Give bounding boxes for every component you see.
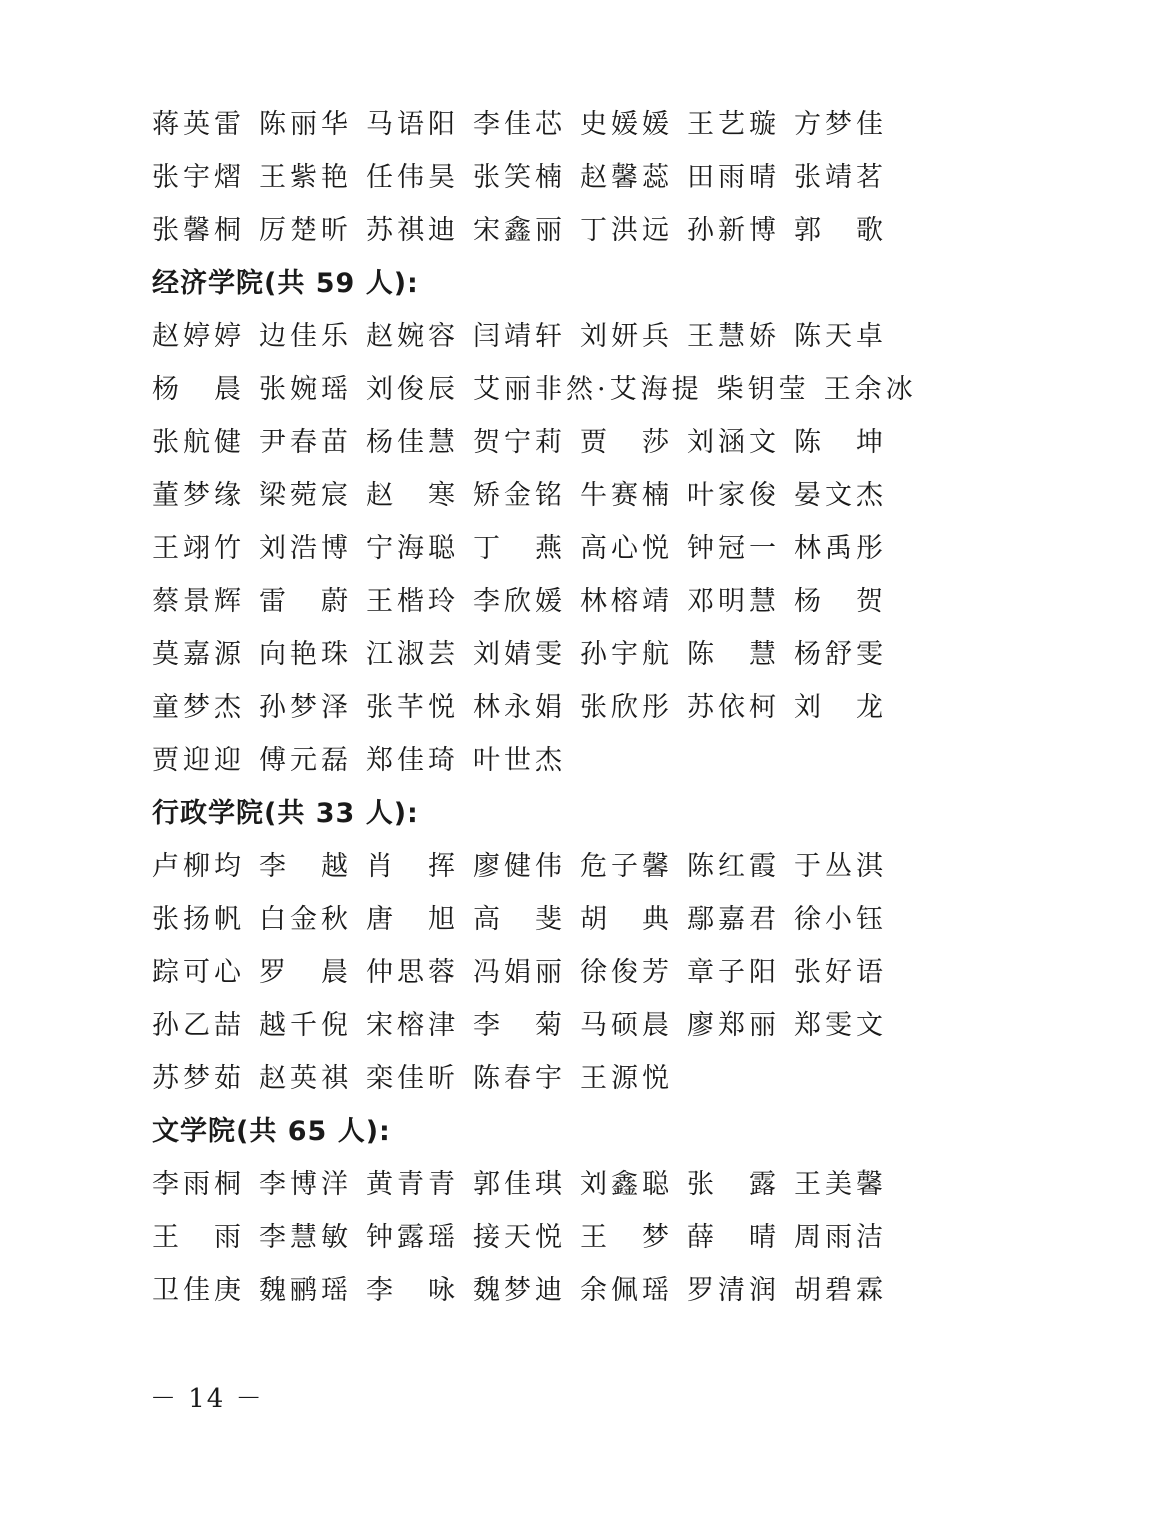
student-name: 危子馨	[580, 851, 673, 882]
student-name: 董梦缘	[152, 480, 245, 511]
student-name: 马语阳	[366, 109, 459, 140]
student-name: 栾佳昕	[366, 1063, 459, 1094]
name-row	[152, 204, 952, 257]
student-name: 杨佳慧	[366, 427, 459, 458]
student-name: 苏祺迪	[366, 215, 459, 246]
name-row	[152, 1158, 952, 1211]
student-name: 刘涵文	[687, 427, 780, 458]
student-name: 张馨桐	[152, 215, 245, 246]
student-name: 王艺璇	[687, 109, 780, 140]
student-name: 唐 旭	[366, 904, 459, 935]
student-name: 徐俊芳	[580, 957, 673, 988]
student-name: 章子阳	[687, 957, 780, 988]
student-name: 刘浩博	[259, 533, 352, 564]
student-name: 肖 挥	[366, 851, 459, 882]
student-name: 王 梦	[580, 1222, 673, 1253]
student-name: 鄢嘉君	[687, 904, 780, 935]
student-name: 宋榕津	[366, 1010, 459, 1041]
student-name: 廖健伟	[473, 851, 566, 882]
section-heading: 文学院(共 65 人):	[152, 1116, 391, 1147]
student-name: 贾迎迎	[152, 745, 245, 776]
student-name: 贺宁莉	[473, 427, 566, 458]
student-name: 宁海聪	[366, 533, 459, 564]
student-name: 孙乙喆	[152, 1010, 245, 1041]
student-name: 方梦佳	[794, 109, 887, 140]
name-row	[152, 522, 952, 575]
student-name: 厉楚昕	[259, 215, 352, 246]
name-row	[152, 1211, 952, 1264]
student-name: 卢柳均	[152, 851, 245, 882]
student-name: 杨 晨	[152, 374, 245, 405]
student-name: 孙宇航	[580, 639, 673, 670]
student-name: 李欣媛	[473, 586, 566, 617]
student-name: 艾丽非然·艾海提	[473, 374, 703, 405]
student-name: 刘妍兵	[580, 321, 673, 352]
student-name: 高 斐	[473, 904, 566, 935]
student-name: 越千倪	[259, 1010, 352, 1041]
student-name: 孙梦泽	[259, 692, 352, 723]
page-number: － 14 －	[150, 1384, 264, 1414]
student-name: 薛 晴	[687, 1222, 780, 1253]
student-name: 张扬帆	[152, 904, 245, 935]
student-name: 向艳珠	[259, 639, 352, 670]
student-name: 贾 莎	[580, 427, 673, 458]
name-row	[152, 1052, 952, 1105]
student-name: 郭 歌	[794, 215, 887, 246]
student-name: 王翊竹	[152, 533, 245, 564]
student-name: 丁洪远	[580, 215, 673, 246]
student-name: 王慧娇	[687, 321, 780, 352]
student-name: 廖郑丽	[687, 1010, 780, 1041]
name-row	[152, 840, 952, 893]
student-name: 蔡景辉	[152, 586, 245, 617]
student-name: 魏鹂瑶	[259, 1275, 352, 1306]
student-name: 赵英祺	[259, 1063, 352, 1094]
student-name: 雷 蔚	[259, 586, 352, 617]
student-name: 张婉瑶	[259, 374, 352, 405]
student-name: 边佳乐	[259, 321, 352, 352]
student-name: 苏依柯	[687, 692, 780, 723]
student-name: 邓明慧	[687, 586, 780, 617]
student-name: 罗清润	[687, 1275, 780, 1306]
student-name: 陈 慧	[687, 639, 780, 670]
student-name: 李 咏	[366, 1275, 459, 1306]
student-name: 白金秋	[259, 904, 352, 935]
student-name: 黄青青	[366, 1169, 459, 1200]
student-name: 叶家俊	[687, 480, 780, 511]
student-name: 张靖茗	[794, 162, 887, 193]
student-name: 陈天卓	[794, 321, 887, 352]
student-name: 于丛淇	[794, 851, 887, 882]
student-name: 张航健	[152, 427, 245, 458]
student-name: 王源悦	[580, 1063, 673, 1094]
student-name: 柴钥莹	[716, 374, 810, 405]
student-name: 张欣彤	[580, 692, 673, 723]
student-name: 田雨晴	[687, 162, 780, 193]
name-row	[152, 946, 952, 999]
student-name: 王余冰	[823, 374, 917, 405]
student-name: 李慧敏	[259, 1222, 352, 1253]
student-name: 踪可心	[152, 957, 245, 988]
name-row	[152, 575, 952, 628]
name-row	[152, 893, 952, 946]
student-name: 陈春宇	[473, 1063, 566, 1094]
student-name: 余佩瑶	[580, 1275, 673, 1306]
student-name: 林永娟	[473, 692, 566, 723]
name-row	[152, 1264, 952, 1317]
student-name: 莫嘉源	[152, 639, 245, 670]
student-name: 张好语	[794, 957, 887, 988]
student-name: 晏文杰	[794, 480, 887, 511]
student-name: 高心悦	[580, 533, 673, 564]
student-name: 徐小钰	[794, 904, 887, 935]
student-name: 接天悦	[473, 1222, 566, 1253]
student-name: 王紫艳	[259, 162, 352, 193]
student-name: 闫靖轩	[473, 321, 566, 352]
student-name: 王楷玲	[366, 586, 459, 617]
student-name: 童梦杰	[152, 692, 245, 723]
student-name: 矫金铭	[473, 480, 566, 511]
name-row	[152, 98, 952, 151]
student-name: 魏梦迪	[473, 1275, 566, 1306]
student-name: 孙新博	[687, 215, 780, 246]
student-name: 郑雯文	[794, 1010, 887, 1041]
student-name: 周雨洁	[794, 1222, 887, 1253]
student-name: 杨 贺	[794, 586, 887, 617]
student-name: 蒋英雷	[152, 109, 245, 140]
student-name: 张 露	[687, 1169, 780, 1200]
name-row	[152, 681, 952, 734]
name-row	[152, 469, 952, 522]
student-name: 林禹彤	[794, 533, 887, 564]
student-name: 杨舒雯	[794, 639, 887, 670]
student-name: 尹春苗	[259, 427, 352, 458]
name-row	[152, 151, 952, 204]
student-name: 梁菀宸	[259, 480, 352, 511]
student-name: 李 越	[259, 851, 352, 882]
student-name: 任伟昊	[366, 162, 459, 193]
name-row	[152, 734, 952, 787]
student-name: 陈丽华	[259, 109, 352, 140]
student-name: 钟冠一	[687, 533, 780, 564]
student-name: 陈红霞	[687, 851, 780, 882]
student-name: 傅元磊	[259, 745, 352, 776]
student-name: 刘鑫聪	[580, 1169, 673, 1200]
name-row	[152, 363, 952, 416]
student-name: 刘婧雯	[473, 639, 566, 670]
name-row	[152, 999, 952, 1052]
student-name: 李 菊	[473, 1010, 566, 1041]
student-name: 江淑芸	[366, 639, 459, 670]
student-name: 史媛媛	[580, 109, 673, 140]
student-name: 陈 坤	[794, 427, 887, 458]
student-name: 罗 晨	[259, 957, 352, 988]
student-name: 张芊悦	[366, 692, 459, 723]
student-name: 宋鑫丽	[473, 215, 566, 246]
section-heading: 经济学院(共 59 人):	[152, 268, 419, 299]
student-name: 李雨桐	[152, 1169, 245, 1200]
student-name: 刘俊辰	[366, 374, 459, 405]
student-name: 钟露瑶	[366, 1222, 459, 1253]
student-name: 仲思蓉	[366, 957, 459, 988]
student-name: 赵婷婷	[152, 321, 245, 352]
student-name: 牛赛楠	[580, 480, 673, 511]
student-name: 林榕靖	[580, 586, 673, 617]
section-heading: 行政学院(共 33 人):	[152, 798, 419, 829]
name-row	[152, 416, 952, 469]
student-name: 张宇熠	[152, 162, 245, 193]
student-name: 冯娟丽	[473, 957, 566, 988]
name-list	[152, 98, 952, 1317]
student-name: 李佳芯	[473, 109, 566, 140]
student-name: 刘 龙	[794, 692, 887, 723]
student-name: 赵婉容	[366, 321, 459, 352]
student-name: 张笑楠	[473, 162, 566, 193]
student-name: 卫佳庚	[152, 1275, 245, 1306]
student-name: 李博洋	[259, 1169, 352, 1200]
student-name: 王美馨	[794, 1169, 887, 1200]
student-name: 王 雨	[152, 1222, 245, 1253]
name-row	[152, 628, 952, 681]
student-name: 马硕晨	[580, 1010, 673, 1041]
student-name: 胡碧霖	[794, 1275, 887, 1306]
student-name: 郭佳琪	[473, 1169, 566, 1200]
student-name: 叶世杰	[473, 745, 566, 776]
student-name: 郑佳琦	[366, 745, 459, 776]
name-row	[152, 310, 952, 363]
student-name: 苏梦茹	[152, 1063, 245, 1094]
student-name: 丁 燕	[473, 533, 566, 564]
student-name: 赵 寒	[366, 480, 459, 511]
student-name: 胡 典	[580, 904, 673, 935]
student-name: 赵馨蕊	[580, 162, 673, 193]
